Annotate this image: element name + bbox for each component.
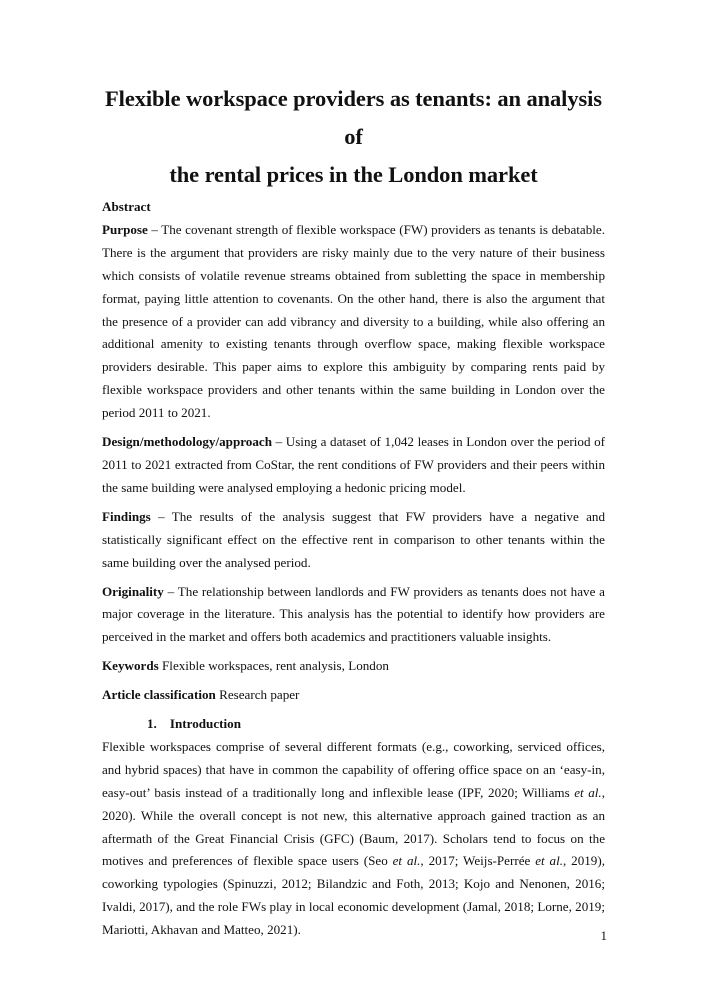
classification-text: Research paper: [215, 687, 300, 703]
purpose-text: – The covenant strength of flexible workspace (FW) providers as tenants is debatable. There is the argument that providers are risky mainly due to the very nature of their business which consists of volatile revenue streams obtained from subletting the space in membership format, paying little attention to covenants. On the other hand, there is also the argument that the presence of a provider can add vibrancy and diversity to a building, while also offering an additional amenity to existing tenants through overflow space, making flexible workspace providers desirable. This paper aims to explore this ambiguity by comparing rents paid by flexible workspace providers and other tenants within the same building in London over the period 2011 to 2021.: [102, 221, 605, 421]
introduction-paragraph: [102, 736, 605, 942]
findings-label: Findings: [102, 508, 151, 524]
intro-text-3: , 2017; Weijs-Perrée: [420, 853, 536, 869]
abstract-purpose: [102, 219, 605, 425]
originality-label: Originality: [102, 583, 164, 599]
keywords-text: Flexible workspaces, rent analysis, London: [158, 658, 389, 674]
keywords-label: Keywords: [102, 658, 159, 674]
intro-text-2: , 2020). While the overall concept is not new, this alternative approach gained traction as an aftermath of the Great Financial Crisis (GFC) (Baum, 2017). Scholars tend to focus on the motives and preferences of flexible space users (Seo: [102, 784, 605, 869]
paper-page: [102, 80, 605, 942]
paper-title: [102, 80, 605, 194]
intro-text-1: Flexible workspaces comprise of several different formats (e.g., coworking, serviced offices, and hybrid spaces) that have in common the capability of offering office space on an ‘easy-in, easy-out’ basis instead of a traditionally long and inflexible lease (IPF, 2020; Williams: [102, 738, 605, 800]
intro-et-al-1: et al.: [574, 784, 602, 800]
purpose-label: Purpose: [102, 221, 148, 237]
abstract-originality: [102, 581, 605, 650]
abstract-findings: [102, 506, 605, 575]
keywords: [102, 655, 605, 678]
abstract-design: [102, 431, 605, 500]
title-line-1: Flexible workspace providers as tenants: an analysis of: [105, 86, 602, 149]
title-line-2: the rental prices in the London market: [169, 162, 538, 187]
page-number: 1: [600, 928, 607, 943]
article-classification: [102, 684, 605, 707]
abstract-heading: Abstract: [102, 199, 151, 214]
design-text: – Using a dataset of 1,042 leases in London over the period of 2011 to 2021 extracted from CoStar, the rent conditions of FW providers and their peers within the same building were analysed employing a hedonic pricing model.: [102, 434, 605, 495]
findings-text: – The results of the analysis suggest that FW providers have a negative and statistically significant effect on the effective rent in comparison to other tenants within the same building over the analysed period.: [102, 508, 605, 570]
originality-text: – The relationship between landlords and FW providers as tenants does not have a major coverage in the literature. This analysis has the potential to identify how providers are perceived in the market and offers both academics and practitioners valuable insights.: [102, 583, 605, 645]
section-heading-introduction: 1. Introduction: [147, 716, 241, 732]
intro-et-al-2: et al.: [392, 853, 421, 869]
classification-label: Article classification: [102, 687, 216, 703]
intro-et-al-3: et al.: [535, 853, 564, 869]
intro-text-4: , 2019), coworking typologies (Spinuzzi, 2012; Bilandzic and Foth, 2013; Kojo and Nenonen, 2016; Ivaldi, 2017), and the role FWs play in local economic development (Jamal, 2018; Lorne, 2019; Mariotti, Akhavan and Matteo, 2021).: [102, 853, 605, 938]
design-label: Design/methodology/approach: [102, 434, 272, 450]
